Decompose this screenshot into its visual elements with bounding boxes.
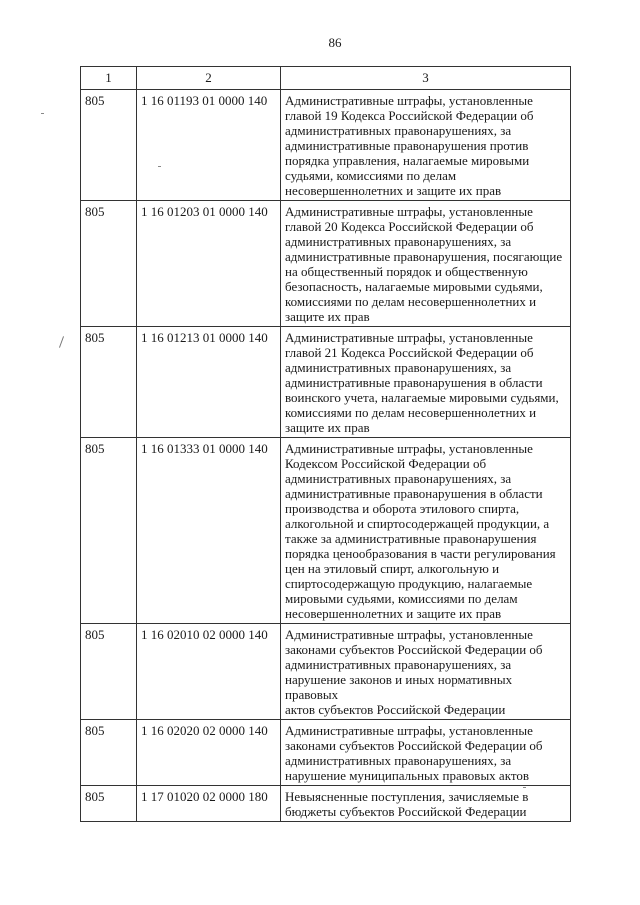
column-header-1: 1 [81, 67, 137, 90]
admin-code-cell: 805 [81, 720, 137, 786]
table-row [81, 624, 571, 720]
description-cell: Административные штрафы, установленные Кодексом Российской Федерации об административных правонарушениях, за административные правонарушения в области производства и оборота этилового спирта, алкогольной и спиртосодержащей продукции, а также за административные правонарушения порядка ценообразования в части регулирования цен на этиловый спирт, алкогольную и спиртосодержащую продукцию, налагаемые мировыми судьями, комиссиями по делам несовершеннолетних и защите их прав [281, 438, 571, 624]
description-cell: Административные штрафы, установленные главой 21 Кодекса Российской Федерации об административных правонарушениях, за административные правонарушения в области воинского учета, налагаемые мировыми судьями, комиссиями по делам несовершеннолетних и защите их прав [281, 327, 571, 438]
budget-code-cell: 1 16 01203 01 0000 140 [137, 201, 281, 327]
page-number: 86 [328, 35, 342, 50]
admin-code-cell: 805 [81, 201, 137, 327]
admin-code-cell: 805 [81, 624, 137, 720]
table-row [81, 90, 571, 201]
table-row [81, 720, 571, 786]
admin-code-cell: 805 [81, 327, 137, 438]
admin-code-cell: 805 [81, 90, 137, 201]
budget-code-cell: 1 16 01213 01 0000 140 [137, 327, 281, 438]
admin-code-cell: 805 [81, 786, 137, 822]
budget-code-cell: 1 16 01193 01 0000 140 [137, 90, 281, 201]
table-row [81, 327, 571, 438]
scan-speck [523, 787, 526, 788]
table-row [81, 786, 571, 822]
description-cell: Административные штрафы, установленные главой 19 Кодекса Российской Федерации об административных правонарушениях, за административные правонарушения против порядка управления, налагаемые мировыми судьями, комиссиями по делам несовершеннолетних и защите их прав [281, 90, 571, 201]
description-cell: Административные штрафы, установленные законами субъектов Российской Федерации об административных правонарушениях, за нарушение законов и иных нормативных правовых актов субъектов Российской Федерации [281, 624, 571, 720]
budget-code-cell: 1 16 02010 02 0000 140 [137, 624, 281, 720]
budget-classification-table [80, 66, 571, 822]
budget-code-cell: 1 16 02020 02 0000 140 [137, 720, 281, 786]
column-header-3: 3 [281, 67, 571, 90]
scan-mark [59, 336, 64, 348]
scan-speck [158, 166, 161, 167]
table-row [81, 201, 571, 327]
description-cell: Невыясненные поступления, зачисляемые в бюджеты субъектов Российской Федерации [281, 786, 571, 822]
table-header-row [81, 67, 571, 90]
budget-code-cell: 1 17 01020 02 0000 180 [137, 786, 281, 822]
admin-code-cell: 805 [81, 438, 137, 624]
scan-speck [41, 113, 44, 114]
description-cell: Административные штрафы, установленные законами субъектов Российской Федерации об административных правонарушениях, за нарушение муниципальных правовых актов [281, 720, 571, 786]
budget-code-cell: 1 16 01333 01 0000 140 [137, 438, 281, 624]
column-header-2: 2 [137, 67, 281, 90]
description-cell: Административные штрафы, установленные главой 20 Кодекса Российской Федерации об административных правонарушениях, за административные правонарушения, посягающие на общественный порядок и общественную безопасность, налагаемые мировыми судьями, комиссиями по делам несовершеннолетних и защите их прав [281, 201, 571, 327]
table-row [81, 438, 571, 624]
